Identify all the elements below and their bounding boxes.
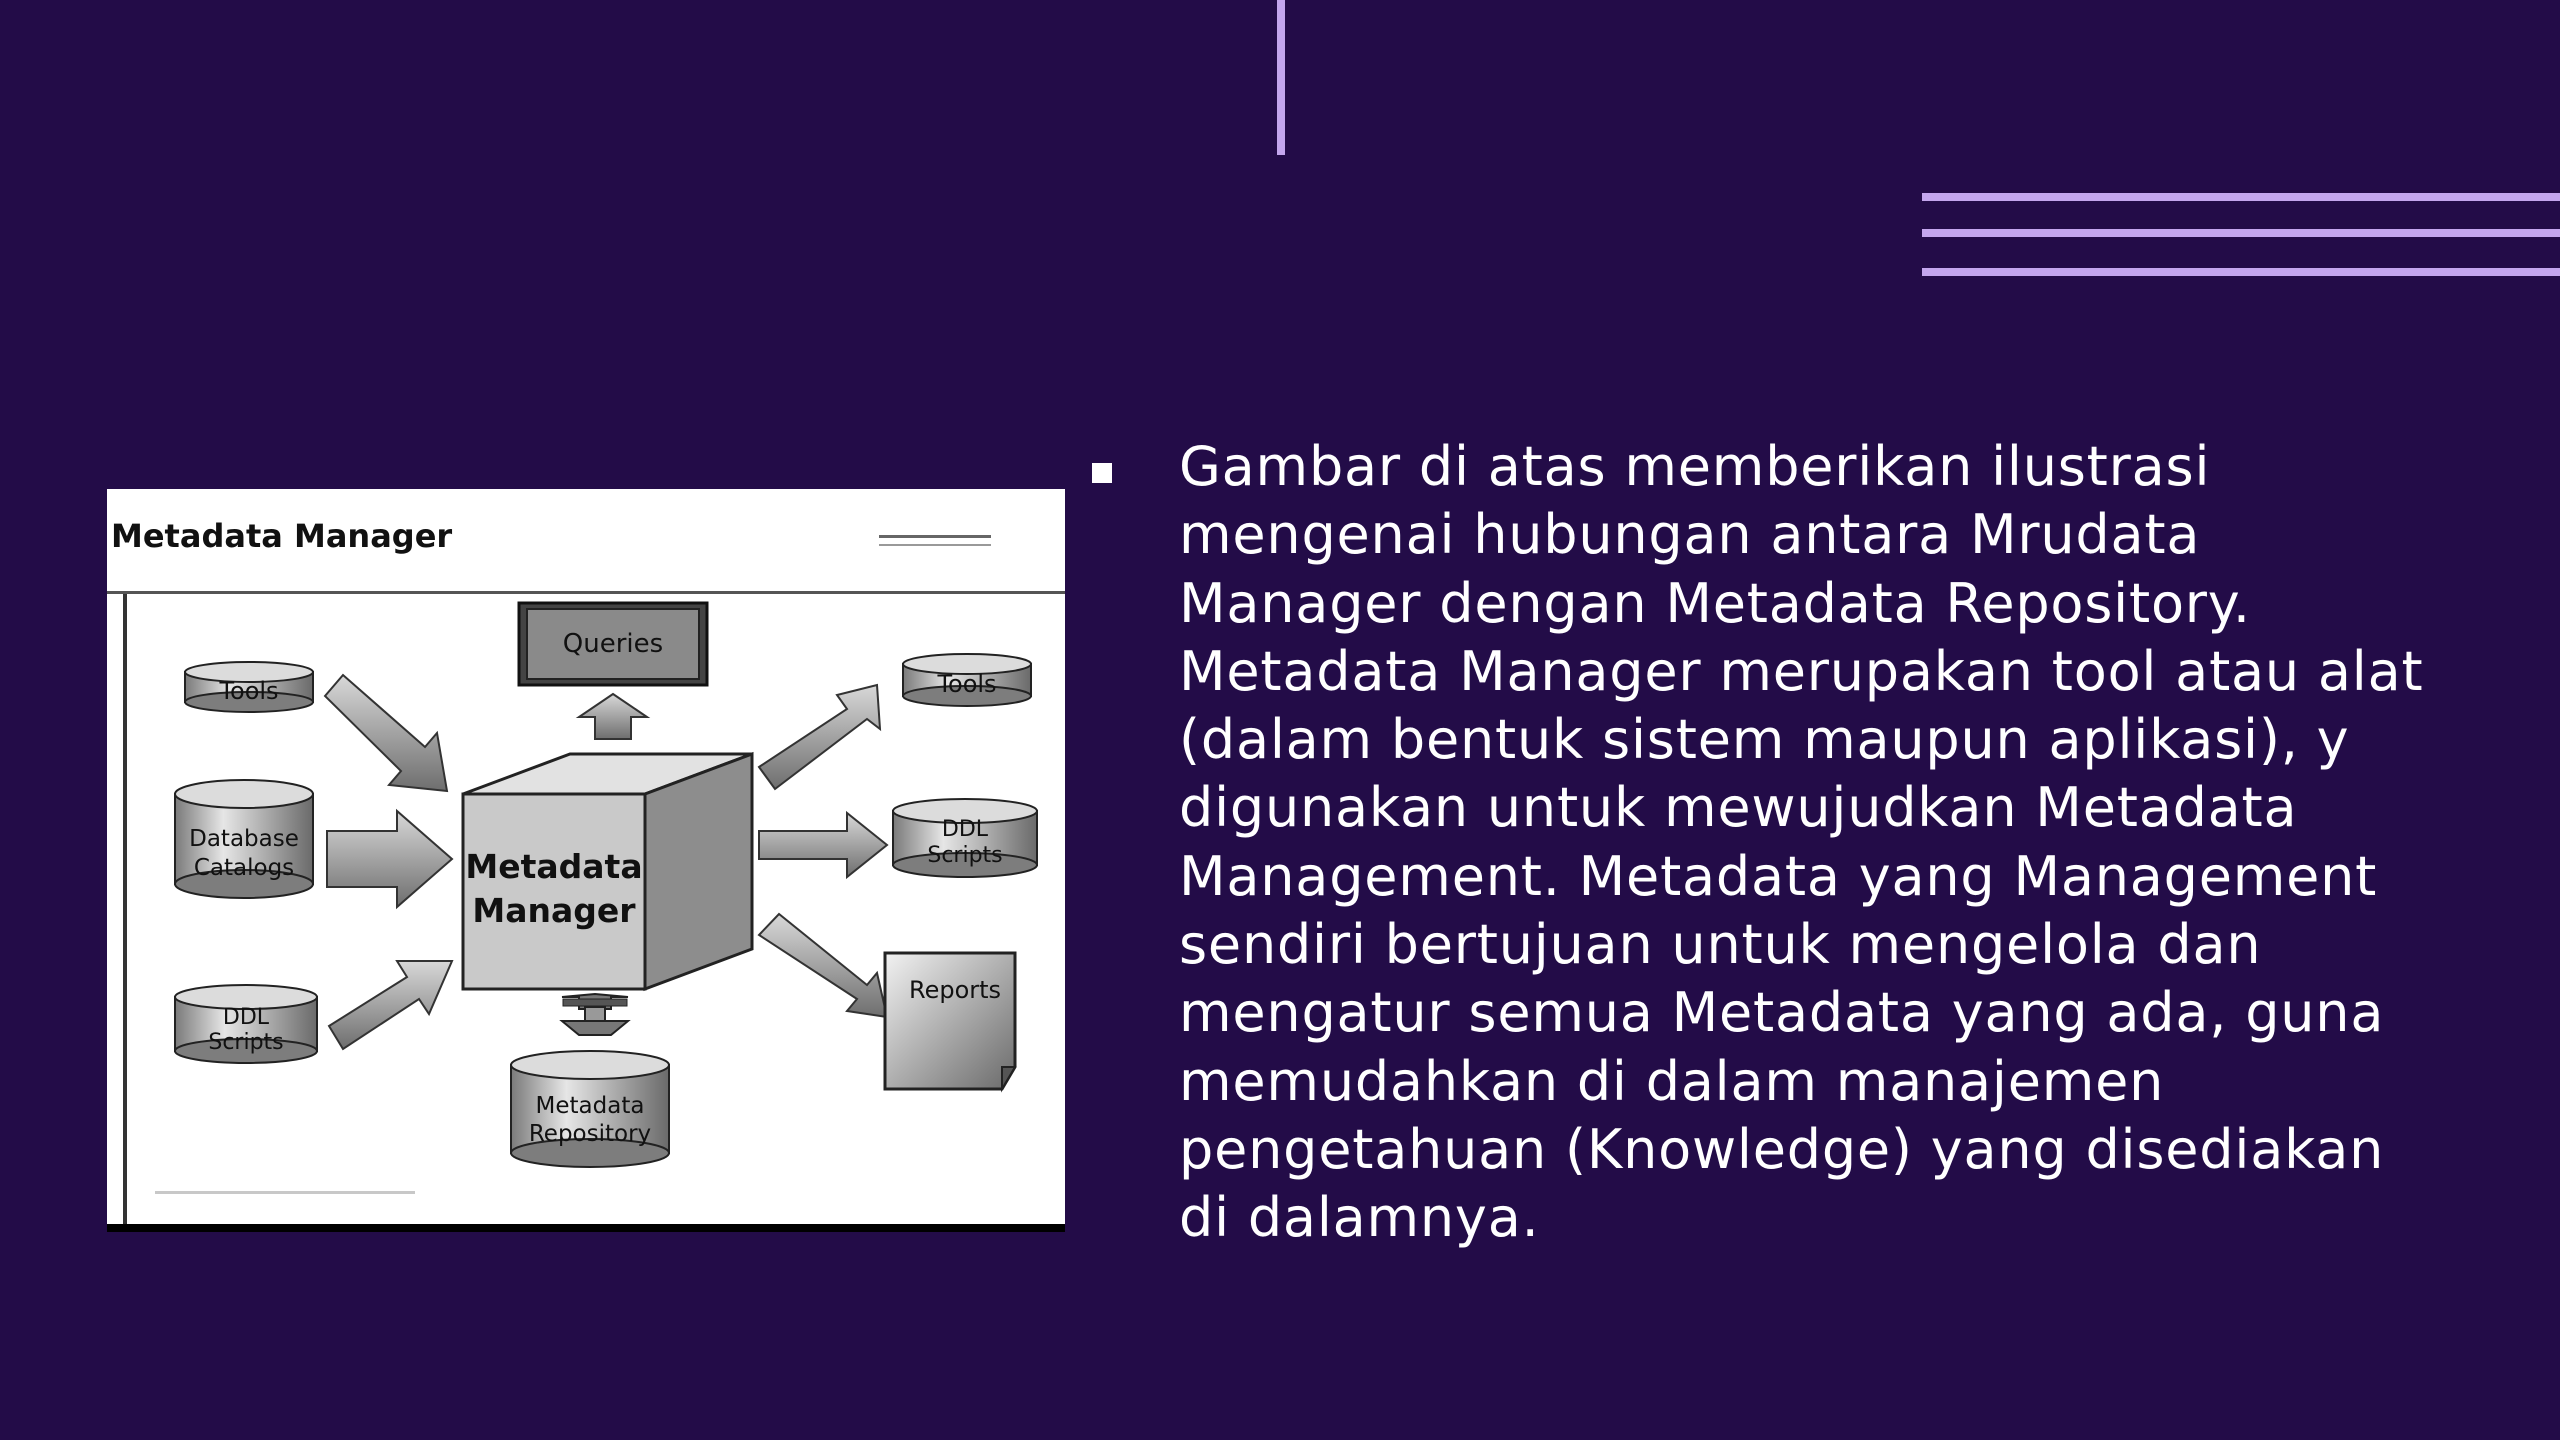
database-catalogs-cylinder <box>175 780 313 808</box>
paragraph-line: mengatur semua Metadata yang ada, guna <box>1179 981 2385 1045</box>
decorative-horizontal-line-1 <box>1922 193 2560 201</box>
database-catalogs-label-1: Database <box>189 826 299 852</box>
decorative-horizontal-line-2 <box>1922 229 2560 237</box>
arrow-in-icon <box>329 961 452 1049</box>
paragraph-line: mengenai hubungan antara Mrudata <box>1179 503 2201 567</box>
left-margin-rule <box>123 594 127 1224</box>
ddl-scripts-left-label-2: Scripts <box>208 1030 284 1055</box>
paragraph-line: di dalamnya. <box>1179 1186 1540 1250</box>
reports-label: Reports <box>908 976 1002 1004</box>
decorative-vertical-line <box>1277 0 1285 155</box>
paragraph-line: memudahkan di dalam manajemen <box>1179 1049 2165 1113</box>
ddl-scripts-right-label-1: DDL <box>941 817 989 842</box>
ddl-scripts-left-label-1: DDL <box>222 1005 270 1030</box>
arrow-in-icon <box>327 811 452 907</box>
queries-label: Queries <box>562 629 664 659</box>
paragraph-text <box>1179 433 2439 1253</box>
arrow-out-icon <box>759 914 887 1017</box>
copyright-mark <box>155 1191 415 1194</box>
paragraph-line: Manager dengan Metadata Repository. <box>1179 571 2251 635</box>
tools-left-label: Tools <box>219 677 279 705</box>
diagram-title: Metadata Manager <box>111 517 453 555</box>
cube-side <box>645 754 752 989</box>
publisher-logo-mark <box>879 544 991 546</box>
paragraph-line: (dalam bentuk sistem maupun aplikasi), y <box>1179 708 2350 772</box>
square-bullet-icon <box>1092 463 1112 483</box>
reports-document <box>885 953 1015 1089</box>
paragraph-line: digunakan untuk mewujudkan Metadata <box>1179 776 2298 840</box>
paragraph-line: Metadata Manager merupakan tool atau alat <box>1179 639 2424 703</box>
center-label-line-1: Metadata <box>465 847 643 886</box>
paragraph-line: sendiri bertujuan untuk mengelola dan <box>1179 913 2262 977</box>
repository-label-1: Metadata <box>535 1093 645 1119</box>
arrow-up-icon <box>579 694 647 739</box>
arrow-out-icon <box>759 813 887 877</box>
header-divider <box>107 591 1065 594</box>
ddl-scripts-right-label-2: Scripts <box>927 843 1003 868</box>
metadata-repository-cylinder <box>511 1051 669 1079</box>
publisher-logo-mark <box>879 535 991 538</box>
repository-label-2: Repository <box>528 1121 652 1147</box>
arrow-out-icon <box>759 685 880 789</box>
diagram-svg <box>107 489 1065 1224</box>
metadata-manager-diagram <box>107 489 1065 1232</box>
decorative-horizontal-line-3 <box>1922 268 2560 276</box>
center-label-line-2: Manager <box>472 891 636 930</box>
paragraph-line: pengetahuan (Knowledge) yang disediakan <box>1179 1117 2385 1181</box>
database-catalogs-label-2: Catalogs <box>193 855 295 881</box>
tools-right-label: Tools <box>937 670 997 698</box>
paragraph-line: Gambar di atas memberikan ilustrasi <box>1179 435 2211 498</box>
arrow-in-icon <box>325 675 447 791</box>
paragraph-line: Management. Metadata yang Management <box>1179 844 2378 908</box>
